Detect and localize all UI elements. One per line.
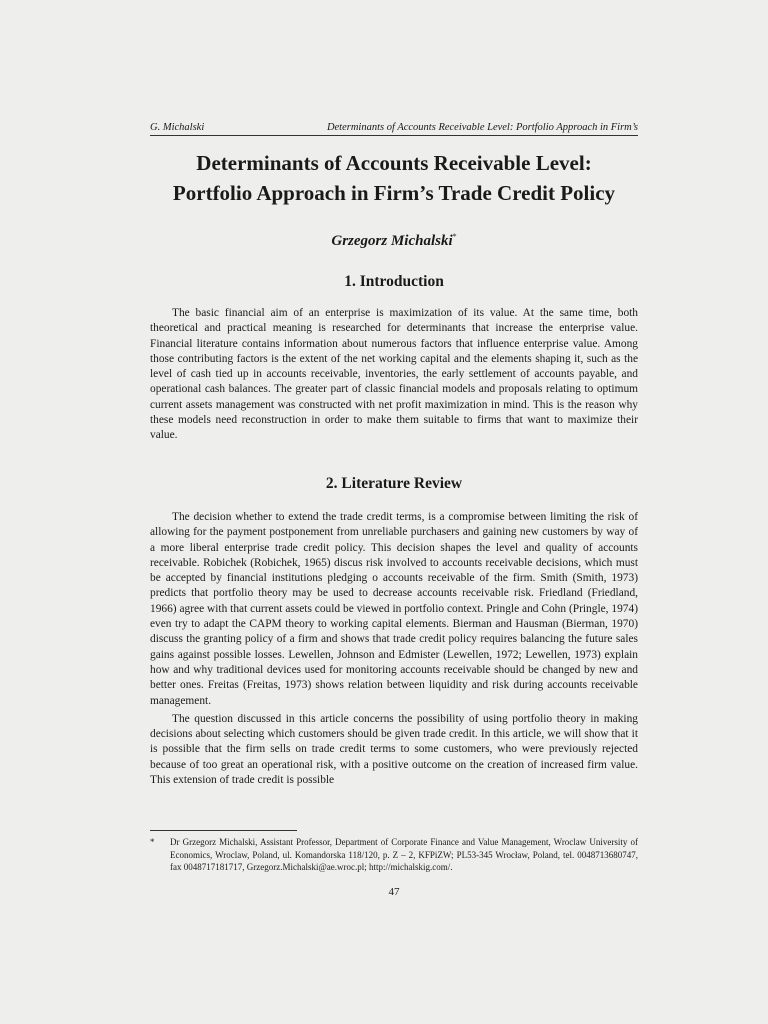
author-line: [150, 232, 638, 250]
author-footnote-mark: *: [452, 232, 457, 241]
section-heading-introduction: 1. Introduction: [344, 273, 444, 290]
paragraph: The basic financial aim of an enterprise is maximization of its value. At the same time, both theoretical and practical meaning is researched for determinants that increase the enterprise value. Financial literature contains information about numerous factors that influence enterprise value. Among those contributing factors is the extent of the net working capital and the elements shaping it, such as the level of cash tied up in accounts receivable, inventories, the early settlement of accounts payable, and operational cash balances. The greater part of classic financial models and proposals relating to optimum current assets management was constructed with net profit maximization in mind. This is the reason why these models need reconstruction in order to make them suitable to firms that want to maximize their value.: [150, 307, 638, 442]
running-head-title: Determinants of Accounts Receivable Level: Portfolio Approach in Firm’s: [326, 122, 638, 133]
footnote-rule: [150, 830, 297, 831]
section-heading-literature-review: 2. Literature Review: [325, 475, 463, 492]
paper-title-line-2: Portfolio Approach in Firm’s Trade Credit Policy: [172, 181, 616, 205]
page-number: 47: [388, 886, 400, 898]
paper-title-line-1: Determinants of Accounts Receivable Level:: [196, 151, 592, 175]
footnote-text: Dr Grzegorz Michalski, Assistant Professor, Department of Corporate Finance and Value Management, Wroclaw University of Economics, Wroclaw, Poland, ul. Komandorska 118/120, p. Z – 2, KFPiZW; PL53-345 Wrocław, Poland, tel. 0048713680747, fax 0048717181717, Grzegorz.Michalski@ae.wroc.pl; http://michalskig.com/.: [170, 837, 638, 872]
footnote: [150, 836, 638, 874]
author-name: Grzegorz Michalski: [331, 233, 453, 249]
paper-title: [130, 148, 658, 208]
footnote-mark: *: [150, 837, 155, 847]
paragraph: The question discussed in this article concerns the possibility of using portfolio theory in making decisions about selecting which customers should be given trade credit. In this article, we will show that it is possible that the firm sells on trade credit terms to some customers, who were previously rejected because of too great an operational risk, with a positive outcome on the creation of increased firm value. This extension of trade credit is possible: [150, 712, 638, 787]
literature-review-body: [150, 510, 638, 788]
running-head-author: G. Michalski: [150, 122, 205, 133]
introduction-body: [150, 306, 638, 444]
running-head: [150, 122, 638, 136]
paragraph: The decision whether to extend the trade credit terms, is a compromise between limiting the risk of allowing for the payment postponement from unreliable purchasers and gaining new customers by way of a more liberal enterprise trade credit policy. This decision shapes the level and quality of accounts receivable. Robichek (Robichek, 1965) discus risk involved to accounts receivable decisions, which must be accepted by financial institutions pledging o accounts receivable of the firm. Smith (Smith, 1973) predicts that portfolio theory may be used to decrease accounts receivable risk. Friedland (Friedland, 1966) agree with that current assets could be viewed in portfolio context. Pringle and Cohn (Pringle, 1974) even try to adapt the CAPM theory to working capital elements. Bierman and Hausman (Bierman, 1970) discuss the granting policy of a firm and shows that trade credit policy requires balancing the future sales gains against possible losses. Lewellen, Johnson and Edmister (Lewellen, 1972; Lewellen, 1973) explain how and why traditional devices used for monitoring accounts receivable should be changed by new and better ones. Freitas (Freitas, 1973) shows relation between liquidity and risk during accounts receivable management.: [150, 511, 638, 707]
